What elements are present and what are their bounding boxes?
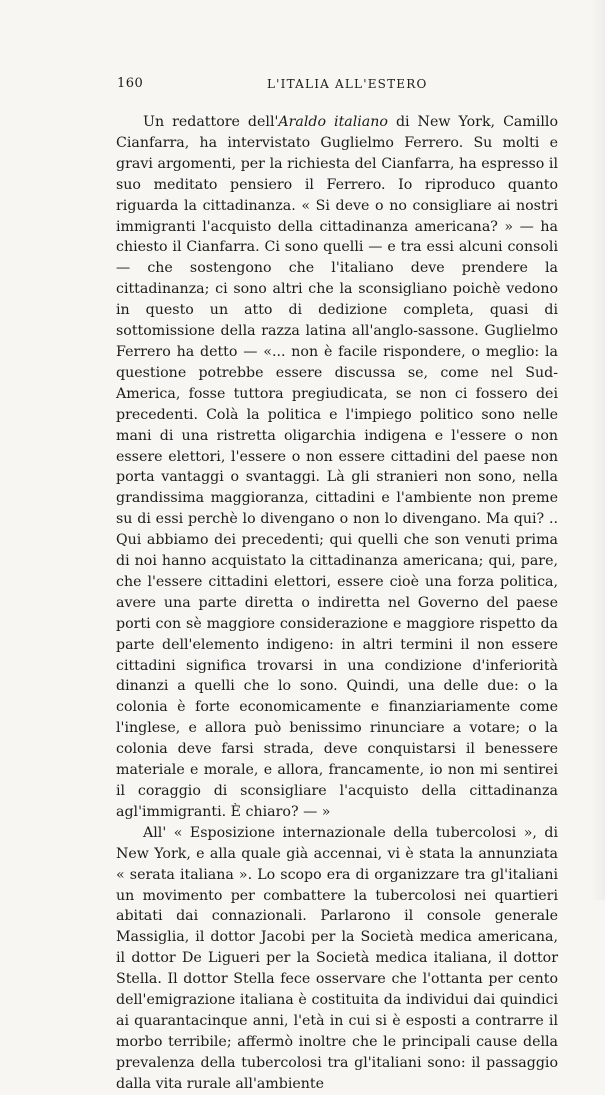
paragraph-araldo-interview — [116, 112, 558, 823]
page-number: 160 — [117, 76, 144, 91]
paragraph-tuberculosis-exhibition — [116, 823, 558, 1095]
paragraph-text: di New York, Camillo Cianfarra, ha intervistato Guglielmo Ferrero. Su molti e gravi argomenti, per la richiesta del Cianfarra, ha espresso il suo meditato pensiero il Ferrero. Io riproduco quanto riguarda la cittadinanza. « Si deve o no consigliare ai nostri immigranti l'acquisto della cittadinanza americana? » — ha chiesto il Cianfarra. Ci sono quelli — e tra essi alcuni consoli — che sostengono che l'italiano deve prendere la cittadinanza; ci sono altri che la sconsigliano poichè vedono in questo un atto di dedizione completa, quasi di sottomissione della razza latina all'anglo-sassone. Guglielmo Ferrero ha detto — «... non è facile rispondere, o meglio: la questione potrebbe essere discussa se, come nel Sud-America, fosse tuttora pregiudicata, se non ci fossero dei precedenti. Colà la politica e l'impiego politico sono nelle mani di una ristretta oligarchia indigena e l'essere o non essere elettori, l'essere o non essere cittadini del paese non porta vantaggi o svantaggi. Là gli stranieri non sono, nella grandissima maggioranza, cittadini e l'ambiente non preme su di essi perchè lo divengano o non lo divengano. Ma qui? .. Qui abbiamo dei precedenti; qui quelli che son venuti prima di noi hanno acquistato la cittadinanza americana; qui, pare, che l'essere cittadini elettori, essere cioè una forza politica, avere una parte diretta o indiretta nel Governo del paese porti con sè maggiore considerazione e maggiore rispetto da parte dell'elemento indigeno: in altri termini il non essere cittadini significa trovarsi in una condizione d'inferiorità dinanzi a quelli che lo sono. Quindi, una delle due: o la colonia è forte economicamente e finanziariamente come l'inglese, e allora può benissimo rinunciare a votare; o la colonia deve farsi strada, deve conquistarsi il benessere materiale e morale, e allora, francamente, io non mi sentirei il coraggio di sconsigliare l'acquisto della cittadinanza agl'immigranti. È chiaro? — » — [116, 114, 558, 820]
body-text — [116, 112, 558, 1095]
paragraph-text: Un redattore dell' — [143, 114, 279, 130]
page-header — [117, 76, 557, 96]
newspaper-title: Araldo italiano — [278, 114, 388, 130]
running-title: L'ITALIA ALL'ESTERO — [267, 77, 428, 91]
page-edge-shadow — [591, 0, 605, 900]
paragraph-text: All' « Esposizione internazionale della tubercolosi », di New York, e alla quale già accennai, vi è stata la annunziata « serata italiana ». Lo scopo era di organizzare tra gl'italiani un movimento per combattere la tubercolosi nei quartieri abitati dai connazionali. Parlarono il console generale Massiglia, il dottor Jacobi per la Società medica americana, il dottor De Ligueri per la Società medica italiana, il dottor Stella. Il dottor Stella fece osservare che l'ottanta per cento dell'emigrazione italiana è costituita da individui dai quindici ai quarantacinque anni, l'età in cui si è esposti a contrarre il morbo terribile; affermò inoltre che le principali cause della prevalenza della tubercolosi tra gl'italiani sono: il passaggio dalla vita rurale all'ambiente — [116, 824, 558, 1092]
